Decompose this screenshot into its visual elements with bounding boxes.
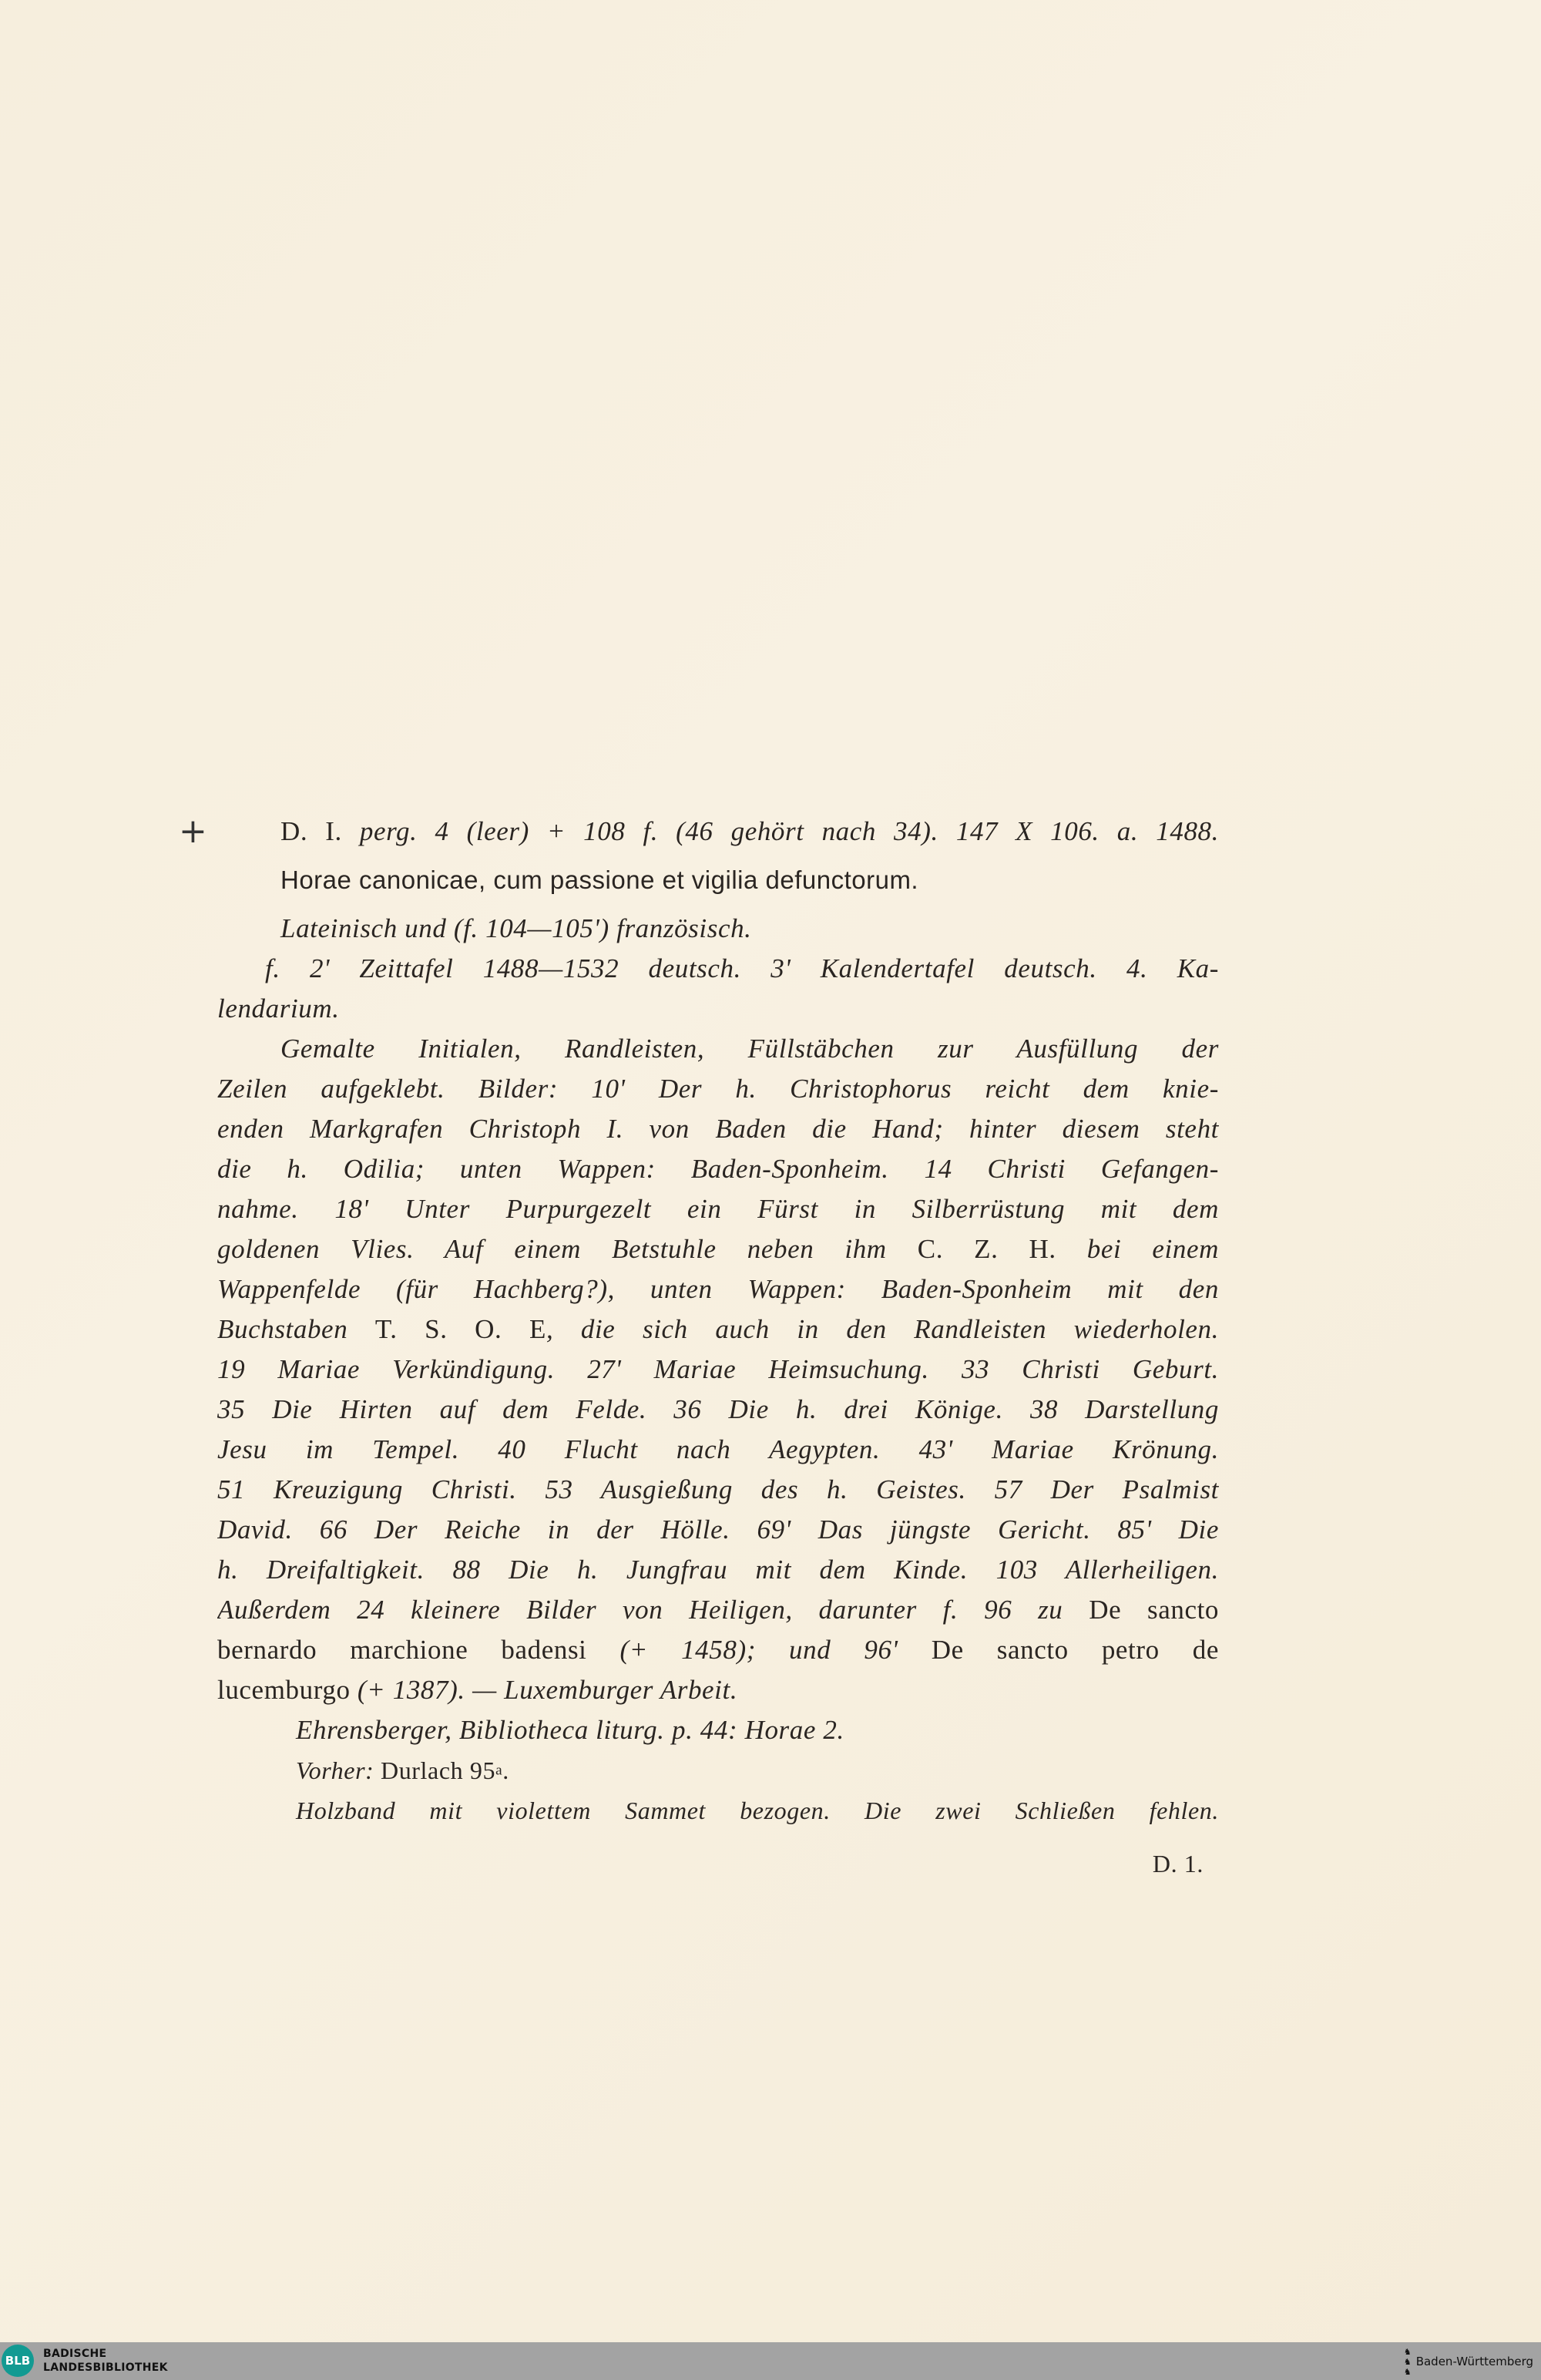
text-segment: Vorher: bbox=[296, 1756, 374, 1784]
text-segment: D. I. bbox=[280, 816, 360, 846]
text-segment: T. S. O. E bbox=[374, 1314, 546, 1344]
text-segment: Zeilen aufgeklebt. Bilder: 10' Der h. Christophorus reicht dem knie- bbox=[217, 1074, 1219, 1104]
text-segment: . bbox=[502, 1756, 509, 1784]
text-line bbox=[217, 1430, 1219, 1470]
text-segment: lendarium. bbox=[217, 993, 340, 1024]
state-name: Baden-Württemberg bbox=[1415, 2355, 1533, 2368]
text-segment: (+ 1458); und 96' bbox=[619, 1635, 932, 1665]
text-segment: 51 Kreuzigung Christi. 53 Ausgießung des h. Geistes. 57 Der Psalmist bbox=[217, 1474, 1219, 1504]
text-segment: Außerdem 24 kleinere Bilder von Heiligen, darunter f. 96 zu bbox=[217, 1595, 1089, 1625]
text-segment: nahme. 18' Unter Purpurgezelt ein Fürst in Silberrüstung mit dem bbox=[217, 1194, 1219, 1224]
text-line bbox=[217, 1844, 1219, 1884]
text-line bbox=[217, 1750, 1219, 1790]
text-segment: bernardo marchione badensi bbox=[217, 1635, 620, 1665]
text-segment: goldenen Vlies. Auf einem Betstuhle neben ihm bbox=[217, 1234, 918, 1264]
text-segment: Ehrensberger, Bibliotheca liturg. p. 44: Horae 2. bbox=[296, 1715, 844, 1745]
text-line bbox=[217, 1510, 1219, 1550]
text-segment: (+ 1387). — Luxemburger Arbeit. bbox=[357, 1675, 738, 1705]
text-segment: bei einem bbox=[1056, 1234, 1219, 1264]
text-segment: lucemburgo bbox=[217, 1675, 358, 1705]
text-segment: enden Markgrafen Christoph I. von Baden die Hand; hinter diesem steht bbox=[217, 1114, 1219, 1144]
catalog-entry-text bbox=[217, 812, 1219, 1884]
text-segment: Jesu im Tempel. 40 Flucht nach Aegypten. 43' Mariae Krönung. bbox=[217, 1434, 1219, 1464]
text-segment: De sancto bbox=[1089, 1595, 1219, 1625]
text-line bbox=[217, 1550, 1219, 1590]
text-segment: a bbox=[495, 1762, 503, 1779]
library-name-line1: BADISCHE bbox=[43, 2348, 107, 2360]
text-segment: , die sich auch in den Randleisten wiederholen. bbox=[546, 1314, 1219, 1344]
text-line bbox=[217, 1029, 1219, 1069]
text-line bbox=[217, 1269, 1219, 1309]
text-segment: C. Z. H. bbox=[917, 1234, 1056, 1264]
blb-logo-icon[interactable]: BLB bbox=[2, 2345, 34, 2377]
library-name[interactable] bbox=[43, 2347, 168, 2375]
text-segment: Buchstaben bbox=[217, 1314, 375, 1344]
library-name-line2: LANDESBIBLIOTHEK bbox=[43, 2362, 168, 2374]
text-line bbox=[217, 1390, 1219, 1430]
text-segment: D. 1. bbox=[1152, 1850, 1204, 1877]
text-segment: 35 Die Hirten auf dem Felde. 36 Die h. drei Könige. 38 Darstellung bbox=[217, 1394, 1219, 1424]
text-line bbox=[217, 1149, 1219, 1189]
text-segment: h. Dreifaltigkeit. 88 Die h. Jungfrau mit dem Kinde. 103 Allerheiligen. bbox=[217, 1555, 1219, 1585]
text-line bbox=[217, 1590, 1219, 1630]
text-line bbox=[217, 1309, 1219, 1350]
text-line bbox=[217, 812, 1219, 852]
text-segment: Durlach 95 bbox=[374, 1756, 496, 1784]
text-line bbox=[217, 1069, 1219, 1109]
text-line bbox=[217, 909, 1219, 949]
text-segment: Wappenfelde (für Hachberg?), unten Wappen: Baden-Sponheim mit den bbox=[217, 1274, 1219, 1304]
text-line bbox=[217, 1710, 1219, 1750]
baden-wuerttemberg-logo[interactable] bbox=[1404, 2345, 1533, 2378]
margin-plus-mark: + bbox=[179, 812, 207, 851]
text-segment: David. 66 Der Reiche in der Hölle. 69' Das jüngste Gericht. 85' Die bbox=[217, 1514, 1219, 1545]
text-line bbox=[217, 1790, 1219, 1830]
text-line bbox=[217, 1109, 1219, 1149]
text-line bbox=[217, 1470, 1219, 1510]
text-line bbox=[217, 1670, 1219, 1710]
text-line bbox=[217, 1229, 1219, 1269]
text-segment: Horae canonicae, cum passione et vigilia defunctorum. bbox=[280, 866, 919, 894]
text-segment: De sancto petro de bbox=[931, 1635, 1219, 1665]
footer-bar bbox=[0, 2342, 1541, 2380]
text-segment: perg. 4 (leer) + 108 f. (46 gehört nach 34). 147 X 106. a. 1488. bbox=[359, 816, 1219, 846]
text-line bbox=[217, 989, 1219, 1029]
text-line bbox=[217, 860, 1219, 900]
lions-coat-of-arms-icon: ♞ ♞ ♞ bbox=[1403, 2346, 1412, 2377]
text-line bbox=[217, 1350, 1219, 1390]
text-line bbox=[217, 1189, 1219, 1229]
text-segment: Holzband mit violettem Sammet bezogen. Die zwei Schließen fehlen. bbox=[296, 1797, 1219, 1824]
text-segment: Gemalte Initialen, Randleisten, Füllstäbchen zur Ausfüllung der bbox=[280, 1034, 1219, 1064]
text-segment: 19 Mariae Verkündigung. 27' Mariae Heimsuchung. 33 Christi Geburt. bbox=[217, 1354, 1219, 1384]
text-segment: f. 2' Zeittafel 1488—1532 deutsch. 3' Kalendertafel deutsch. 4. Ka- bbox=[265, 953, 1219, 983]
text-line bbox=[217, 949, 1219, 989]
text-line bbox=[217, 1630, 1219, 1670]
text-segment: Lateinisch und (f. 104—105') französisch. bbox=[280, 913, 752, 943]
text-segment: die h. Odilia; unten Wappen: Baden-Sponheim. 14 Christi Gefangen- bbox=[217, 1154, 1219, 1184]
